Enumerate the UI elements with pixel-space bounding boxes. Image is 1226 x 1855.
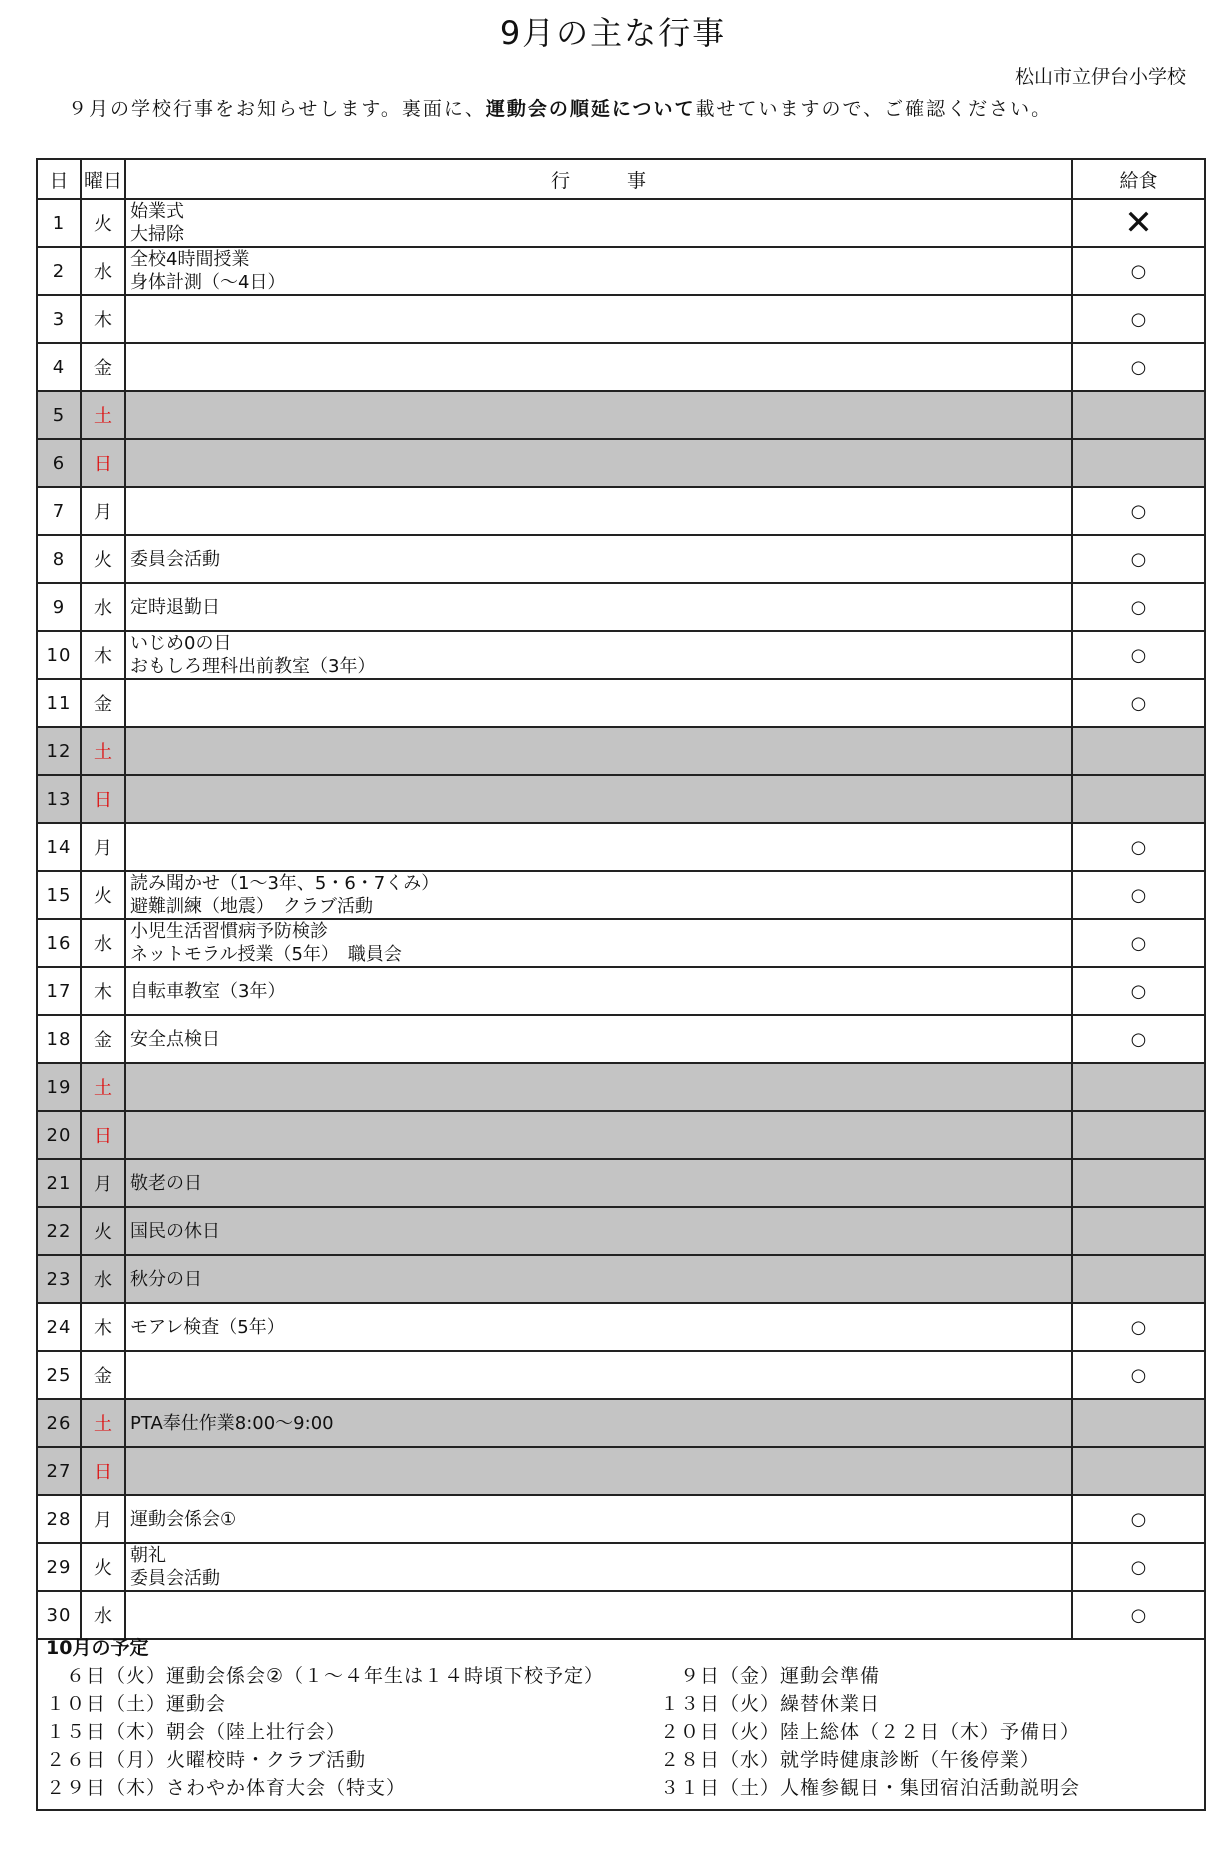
day-cell: 18 (37, 1015, 81, 1063)
lunch-mark: ○ (1130, 1028, 1147, 1050)
day-cell: 14 (37, 823, 81, 871)
day-cell: 21 (37, 1159, 81, 1207)
lunch-mark: ○ (1130, 1316, 1147, 1338)
events-cell (125, 1447, 1072, 1495)
event-item: 大掃除 (130, 224, 184, 245)
table-row (37, 295, 1205, 343)
events-cell (125, 1111, 1072, 1159)
table-row (37, 487, 1205, 535)
day-cell: 7 (37, 487, 81, 535)
header-events: 行 事 (125, 159, 1072, 199)
lunch-cell (1072, 1255, 1205, 1303)
weekday-cell: 火 (81, 871, 125, 919)
lunch-cell (1072, 919, 1205, 967)
events-cell (125, 823, 1072, 871)
october-item: １５日（木）朝会（陸上壮行会） (46, 1721, 347, 1743)
table-row (37, 583, 1205, 631)
day-cell: 6 (37, 439, 81, 487)
lunch-cell (1072, 1159, 1205, 1207)
lunch-mark: ○ (1130, 836, 1147, 858)
table-row (37, 1351, 1205, 1399)
day-cell: 15 (37, 871, 81, 919)
lunch-cell (1072, 1351, 1205, 1399)
event-item: 小児生活習慣病予防検診 (130, 921, 328, 942)
day-cell: 16 (37, 919, 81, 967)
october-item: ３１日（土）人権参観日・集団宿泊活動説明会 (660, 1777, 1081, 1799)
weekday-cell: 木 (81, 1303, 125, 1351)
page-title: 9月の主な行事 (499, 14, 727, 52)
event-item: 安全点検日 (130, 1028, 220, 1050)
event-item: おもしろ理科出前教室（3年） (130, 656, 376, 677)
table-row (37, 631, 1205, 679)
events-cell (125, 1351, 1072, 1399)
october-item: ６日（火）運動会係会②（１～４年生は１４時頃下校予定） (46, 1665, 605, 1687)
header-lunch: 給食 (1072, 159, 1205, 199)
lunch-cell (1072, 1063, 1205, 1111)
lunch-cell (1072, 775, 1205, 823)
event-item: 始業式 (130, 201, 184, 222)
school-name: 松山市立伊台小学校 (1014, 66, 1186, 88)
lunch-mark: ○ (1130, 548, 1147, 570)
event-item: 委員会活動 (130, 548, 220, 570)
weekday-cell: 日 (81, 439, 125, 487)
intro-text (68, 94, 1052, 121)
table-row (37, 391, 1205, 439)
lunch-cell (1072, 247, 1205, 295)
weekday-cell: 火 (81, 1207, 125, 1255)
day-cell: 5 (37, 391, 81, 439)
weekday-cell: 月 (81, 1159, 125, 1207)
day-cell: 13 (37, 775, 81, 823)
event-item: 読み聞かせ（1～3年、5・6・7くみ） (130, 873, 440, 894)
events-cell (125, 679, 1072, 727)
events-cell (125, 1207, 1072, 1255)
weekday-cell: 火 (81, 535, 125, 583)
day-cell: 8 (37, 535, 81, 583)
events-cell (125, 1063, 1072, 1111)
events-cell (125, 1303, 1072, 1351)
table-row (37, 247, 1205, 295)
events-cell (125, 1591, 1072, 1639)
day-cell: 17 (37, 967, 81, 1015)
table-row (37, 1591, 1205, 1639)
day-cell: 28 (37, 1495, 81, 1543)
lunch-mark: ○ (1130, 980, 1147, 1002)
table-row (37, 343, 1205, 391)
weekday-cell: 火 (81, 199, 125, 247)
events-cell (125, 775, 1072, 823)
lunch-cell (1072, 439, 1205, 487)
weekday-cell: 水 (81, 247, 125, 295)
lunch-cell (1072, 631, 1205, 679)
day-cell: 27 (37, 1447, 81, 1495)
weekday-cell: 木 (81, 967, 125, 1015)
day-cell: 29 (37, 1543, 81, 1591)
weekday-cell: 土 (81, 391, 125, 439)
weekday-cell: 水 (81, 1591, 125, 1639)
lunch-cell (1072, 1207, 1205, 1255)
lunch-mark: ○ (1130, 1364, 1147, 1386)
events-cell (125, 967, 1072, 1015)
events-cell (125, 1399, 1072, 1447)
weekday-cell: 土 (81, 1399, 125, 1447)
lunch-mark: ○ (1130, 500, 1147, 522)
day-cell: 26 (37, 1399, 81, 1447)
lunch-cell (1072, 1447, 1205, 1495)
october-title: 10月の予定 (46, 1637, 149, 1659)
weekday-cell: 月 (81, 823, 125, 871)
weekday-cell: 水 (81, 583, 125, 631)
lunch-mark: ○ (1130, 1604, 1147, 1626)
weekday-cell: 月 (81, 487, 125, 535)
day-cell: 2 (37, 247, 81, 295)
lunch-cell (1072, 727, 1205, 775)
lunch-cell (1072, 583, 1205, 631)
events-cell (125, 487, 1072, 535)
weekday-cell: 土 (81, 727, 125, 775)
day-cell: 24 (37, 1303, 81, 1351)
october-item: ２８日（水）就学時健康診断（午後停業） (660, 1749, 1041, 1771)
no-lunch-mark (1072, 199, 1205, 247)
weekday-cell: 水 (81, 919, 125, 967)
table-row (37, 775, 1205, 823)
lunch-mark: ✕ (1124, 202, 1153, 243)
weekday-cell: 金 (81, 679, 125, 727)
weekday-cell: 木 (81, 295, 125, 343)
day-cell: 19 (37, 1063, 81, 1111)
lunch-mark: ○ (1130, 356, 1147, 378)
lunch-cell (1072, 967, 1205, 1015)
events-cell (125, 343, 1072, 391)
event-item: 朝礼 (130, 1545, 166, 1566)
table-row (37, 1447, 1205, 1495)
event-item: 運動会係会① (130, 1508, 237, 1530)
weekday-cell: 金 (81, 1351, 125, 1399)
event-item: 定時退勤日 (130, 596, 220, 618)
event-item: 身体計測（～4日） (130, 272, 286, 293)
day-cell: 23 (37, 1255, 81, 1303)
lunch-mark: ○ (1130, 692, 1147, 714)
day-cell: 4 (37, 343, 81, 391)
table-row (37, 199, 1205, 247)
lunch-cell (1072, 823, 1205, 871)
table-row (37, 535, 1205, 583)
october-item: ２６日（月）火曜校時・クラブ活動 (46, 1749, 367, 1771)
day-cell: 25 (37, 1351, 81, 1399)
events-table (36, 158, 1206, 1640)
lunch-cell (1072, 391, 1205, 439)
event-item: 敬老の日 (130, 1172, 202, 1194)
table-row (37, 1159, 1205, 1207)
lunch-cell (1072, 295, 1205, 343)
table-row (37, 967, 1205, 1015)
event-item: 国民の休日 (130, 1220, 220, 1242)
lunch-mark: ○ (1130, 308, 1147, 330)
event-item: 避難訓練（地震） クラブ活動 (130, 896, 373, 917)
table-row (37, 1111, 1205, 1159)
events-cell (125, 535, 1072, 583)
event-item: モアレ検査（5年） (130, 1316, 285, 1338)
weekday-cell: 金 (81, 343, 125, 391)
day-cell: 22 (37, 1207, 81, 1255)
table-row (37, 727, 1205, 775)
events-cell (125, 919, 1072, 967)
october-item: ９日（金）運動会準備 (660, 1665, 881, 1687)
lunch-cell (1072, 1303, 1205, 1351)
weekday-cell: 水 (81, 1255, 125, 1303)
day-cell: 3 (37, 295, 81, 343)
lunch-mark: ○ (1130, 260, 1147, 282)
events-cell (125, 439, 1072, 487)
october-item: １３日（火）繰替休業日 (660, 1693, 881, 1715)
events-cell (125, 1015, 1072, 1063)
lunch-cell (1072, 871, 1205, 919)
table-header-row (37, 159, 1205, 199)
day-cell: 11 (37, 679, 81, 727)
lunch-cell (1072, 487, 1205, 535)
weekday-cell: 木 (81, 631, 125, 679)
event-item: PTA奉仕作業8:00～9:00 (130, 1412, 334, 1434)
lunch-cell (1072, 343, 1205, 391)
day-cell: 30 (37, 1591, 81, 1639)
event-item: いじめ0の日 (130, 633, 232, 654)
header-day: 日 (37, 159, 81, 199)
lunch-cell (1072, 679, 1205, 727)
table-row (37, 823, 1205, 871)
table-row (37, 871, 1205, 919)
weekday-cell: 日 (81, 775, 125, 823)
table-row (37, 919, 1205, 967)
events-cell (125, 199, 1072, 247)
table-row (37, 1495, 1205, 1543)
table-row (37, 1063, 1205, 1111)
events-cell (125, 391, 1072, 439)
day-cell: 10 (37, 631, 81, 679)
header-dow: 曜日 (81, 159, 125, 199)
october-item: ２９日（木）さわやか体育大会（特支） (46, 1777, 407, 1799)
events-cell (125, 871, 1072, 919)
event-item: 秋分の日 (130, 1268, 202, 1290)
intro-before: ９月の学校行事をお知らせします。裏面に、 (68, 98, 486, 120)
events-cell (125, 631, 1072, 679)
lunch-mark: ○ (1130, 884, 1147, 906)
table-row (37, 1015, 1205, 1063)
day-cell: 9 (37, 583, 81, 631)
event-item: ネットモラル授業（5年） 職員会 (130, 944, 402, 965)
table-row (37, 1207, 1205, 1255)
table-row (37, 1543, 1205, 1591)
lunch-cell (1072, 1591, 1205, 1639)
table-row (37, 1399, 1205, 1447)
weekday-cell: 火 (81, 1543, 125, 1591)
events-cell (125, 247, 1072, 295)
october-item: １０日（土）運動会 (46, 1693, 227, 1715)
lunch-mark: ○ (1130, 644, 1147, 666)
day-cell: 1 (37, 199, 81, 247)
weekday-cell: 金 (81, 1015, 125, 1063)
day-cell: 20 (37, 1111, 81, 1159)
weekday-cell: 土 (81, 1063, 125, 1111)
october-schedule (36, 1633, 1206, 1811)
lunch-cell (1072, 1111, 1205, 1159)
lunch-mark: ○ (1130, 1508, 1147, 1530)
weekday-cell: 日 (81, 1447, 125, 1495)
intro-bold: 運動会の順延について (485, 98, 696, 120)
october-item: ２０日（火）陸上総体（２２日（木）予備日） (660, 1721, 1081, 1743)
lunch-cell (1072, 1399, 1205, 1447)
table-row (37, 439, 1205, 487)
lunch-mark: ○ (1130, 596, 1147, 618)
intro-after: 載せていますので、ご確認ください。 (695, 98, 1053, 120)
weekday-cell: 日 (81, 1111, 125, 1159)
event-item: 自転車教室（3年） (130, 980, 286, 1002)
events-cell (125, 583, 1072, 631)
day-cell: 12 (37, 727, 81, 775)
lunch-mark: ○ (1130, 1556, 1147, 1578)
lunch-mark: ○ (1130, 932, 1147, 954)
events-cell (125, 295, 1072, 343)
table-row (37, 1303, 1205, 1351)
table-row (37, 1255, 1205, 1303)
events-cell (125, 1495, 1072, 1543)
lunch-cell (1072, 1495, 1205, 1543)
events-cell (125, 727, 1072, 775)
events-cell (125, 1543, 1072, 1591)
lunch-cell (1072, 535, 1205, 583)
events-cell (125, 1159, 1072, 1207)
table-row (37, 679, 1205, 727)
event-item: 全校4時間授業 (130, 249, 250, 270)
event-item: 委員会活動 (130, 1568, 220, 1589)
events-cell (125, 1255, 1072, 1303)
lunch-cell (1072, 1015, 1205, 1063)
weekday-cell: 月 (81, 1495, 125, 1543)
lunch-cell (1072, 1543, 1205, 1591)
